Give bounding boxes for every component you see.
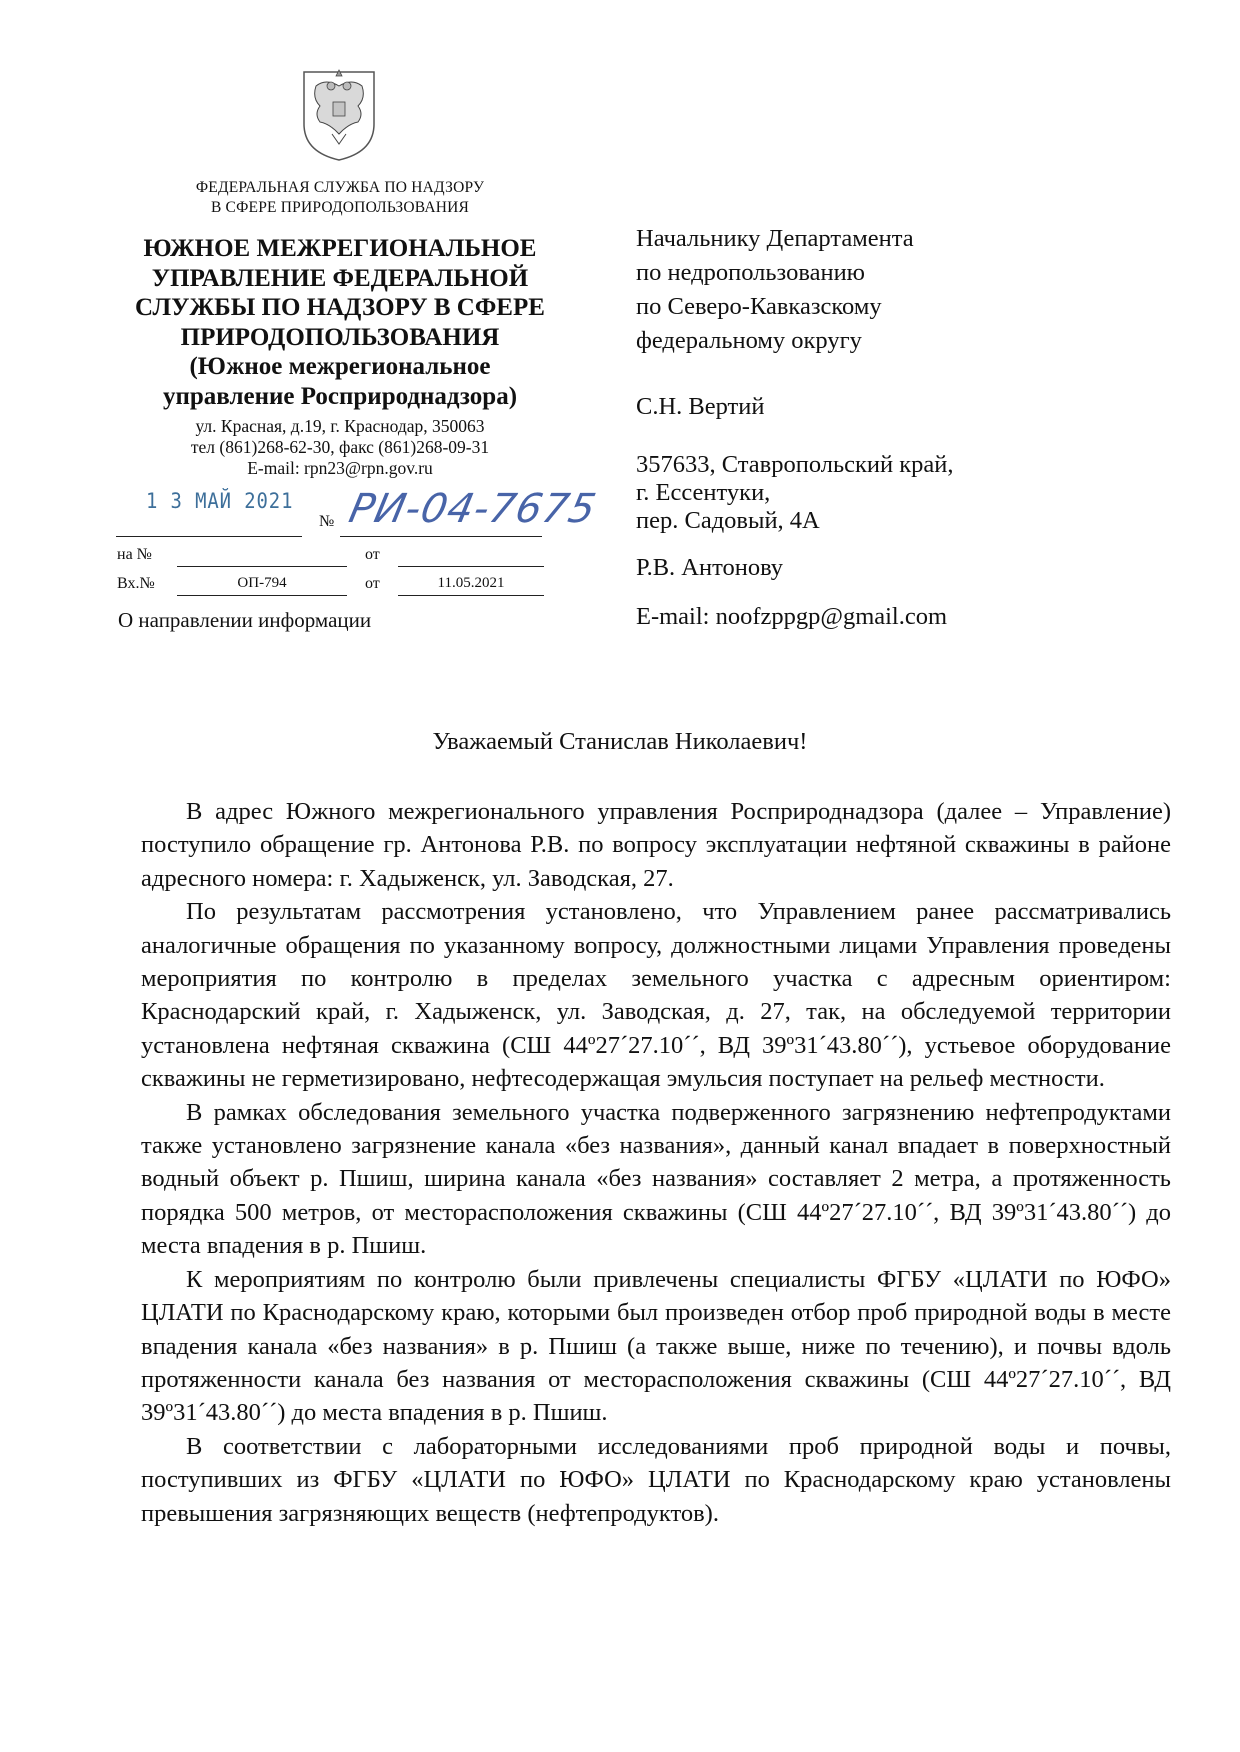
body-paragraph: В соответствии с лабораторными исследованиями проб природной воды и почвы, поступивших из ФГБУ «ЦЛАТИ по ЮФО» ЦЛАТИ по Краснодарскому краю установлены превышения загрязняющих веществ (нефтепродуктов). xyxy=(141,1432,1171,1527)
agency-parent-line: ФЕДЕРАЛЬНАЯ СЛУЖБА ПО НАДЗОРУ xyxy=(195,179,485,196)
agency-address: ул. Красная, д.19, г. Краснодар, 350063 xyxy=(195,416,485,436)
agency-name-line: ПРИРОДОПОЛЬЗОВАНИЯ xyxy=(180,323,500,351)
body-paragraph: По результатам рассмотрения установлено, что Управлением ранее рассматривались аналогичные обращения по указанному вопросу, должностными лицами Управления проведены мероприятия по контролю в пределах земельного участка с адресным ориентиром: Краснодарский край, г. Хадыженск, ул. Заводская, д. 27, так, на обследуемой территории установлена нефтяная скважина (СШ 44º27´27.10´´, ВД 39º31´43.80´´), устьевое оборудование скважины не герметизировано, нефтесодержащая эмульсия поступает на рельеф местности. xyxy=(141,898,1171,1093)
letter-body xyxy=(141,795,1171,1530)
letter-greeting: Уважаемый Станислав Николаевич! xyxy=(432,728,808,755)
incoming-number-line xyxy=(177,595,347,596)
body-paragraph: В адрес Южного межрегионального управления Росприроднадзора (далее – Управление) поступило обращение гр. Антонова Р.В. по вопросу эксплуатации нефтяной скважины в районе адресного номера: г. Хадыженск, ул. Заводская, 27. xyxy=(141,798,1171,892)
ref-date-line xyxy=(398,566,544,567)
addressee-position-line: федеральному округу xyxy=(636,327,862,354)
agency-parent-name xyxy=(150,178,530,218)
agency-contacts xyxy=(130,416,550,479)
address-line: г. Ессентуки, xyxy=(636,479,771,506)
agency-name-line: СЛУЖБЫ ПО НАДЗОРУ В СФЕРЕ xyxy=(135,294,545,321)
handwritten-outgoing-number: РИ-04-7675 xyxy=(345,486,601,532)
incoming-date-line xyxy=(398,595,544,596)
agency-name-line: (Южное межрегиональное xyxy=(189,353,491,380)
agency-name xyxy=(110,234,570,411)
date-stamp: 1 3 МАЙ 2021 xyxy=(146,489,294,513)
agency-name-line: ЮЖНОЕ МЕЖРЕГИОНАЛЬНОЕ xyxy=(143,235,537,262)
addressee-position xyxy=(636,222,914,358)
body-paragraph: К мероприятиям по контролю были привлечены специалисты ФГБУ «ЦЛАТИ по ЮФО» ЦЛАТИ по Краснодарскому краю, которыми был произведен отбор проб природной воды в месте впадения канала «без названия» в р. Пшиш (а также выше, ниже по течению), и почвы вдоль протяженности канала без названия от месторасположения скважины (СШ 44º27´27.10´´, ВД 39º31´43.80´´) до места впадения в р. Пшиш. xyxy=(141,1265,1171,1427)
agency-phone: тел (861)268-62-30, факс (861)268-09-31 xyxy=(190,437,490,457)
letter-subject: О направлении информации xyxy=(118,608,372,632)
ref-number-label: на № xyxy=(117,546,152,563)
agency-name-line: УПРАВЛЕНИЕ ФЕДЕРАЛЬНОЙ xyxy=(151,264,529,292)
agency-email: E-mail: rpn23@rpn.gov.ru xyxy=(247,458,433,478)
incoming-date-label: от xyxy=(365,575,380,592)
addressee-position-line: по Северо-Кавказскому xyxy=(636,293,882,320)
agency-name-line: управление Росприроднадзора) xyxy=(162,382,518,410)
addressee-name: С.Н. Вертий xyxy=(636,393,765,420)
incoming-number-value: ОП-794 xyxy=(237,575,287,591)
russian-coat-of-arms-icon xyxy=(296,64,382,164)
addressee-address xyxy=(636,451,954,535)
addressee-position-line: по недропользованию xyxy=(636,259,865,286)
number-sign: № xyxy=(319,513,335,530)
incoming-number-label: Вх.№ xyxy=(117,575,155,592)
second-addressee-email: E-mail: noofzppgp@gmail.com xyxy=(636,603,948,630)
incoming-date-value: 11.05.2021 xyxy=(437,575,505,591)
body-paragraph: В рамках обследования земельного участка подверженного загрязнению нефтепродуктами также установлено загрязнение канала «без названия», данный канал впадает в поверхностный водный объект р. Пшиш, ширина канала «без названия» составляет 2 метра, а протяженность порядка 500 метров, от месторасположения скважины (СШ 44º27´27.10´´, ВД 39º31´43.80´´) до места впадения в р. Пшиш. xyxy=(141,1098,1171,1260)
address-line: 357633, Ставропольский край, xyxy=(636,451,954,478)
addressee-position-line: Начальнику Департамента xyxy=(636,225,914,252)
address-line: пер. Садовый, 4А xyxy=(636,507,820,534)
number-line xyxy=(340,536,542,537)
ref-date-label: от xyxy=(365,546,380,563)
agency-parent-line: В СФЕРЕ ПРИРОДОПОЛЬЗОВАНИЯ xyxy=(210,199,470,216)
second-addressee-name: Р.В. Антонову xyxy=(636,554,784,581)
date-line xyxy=(116,536,302,537)
ref-number-line xyxy=(177,566,347,567)
